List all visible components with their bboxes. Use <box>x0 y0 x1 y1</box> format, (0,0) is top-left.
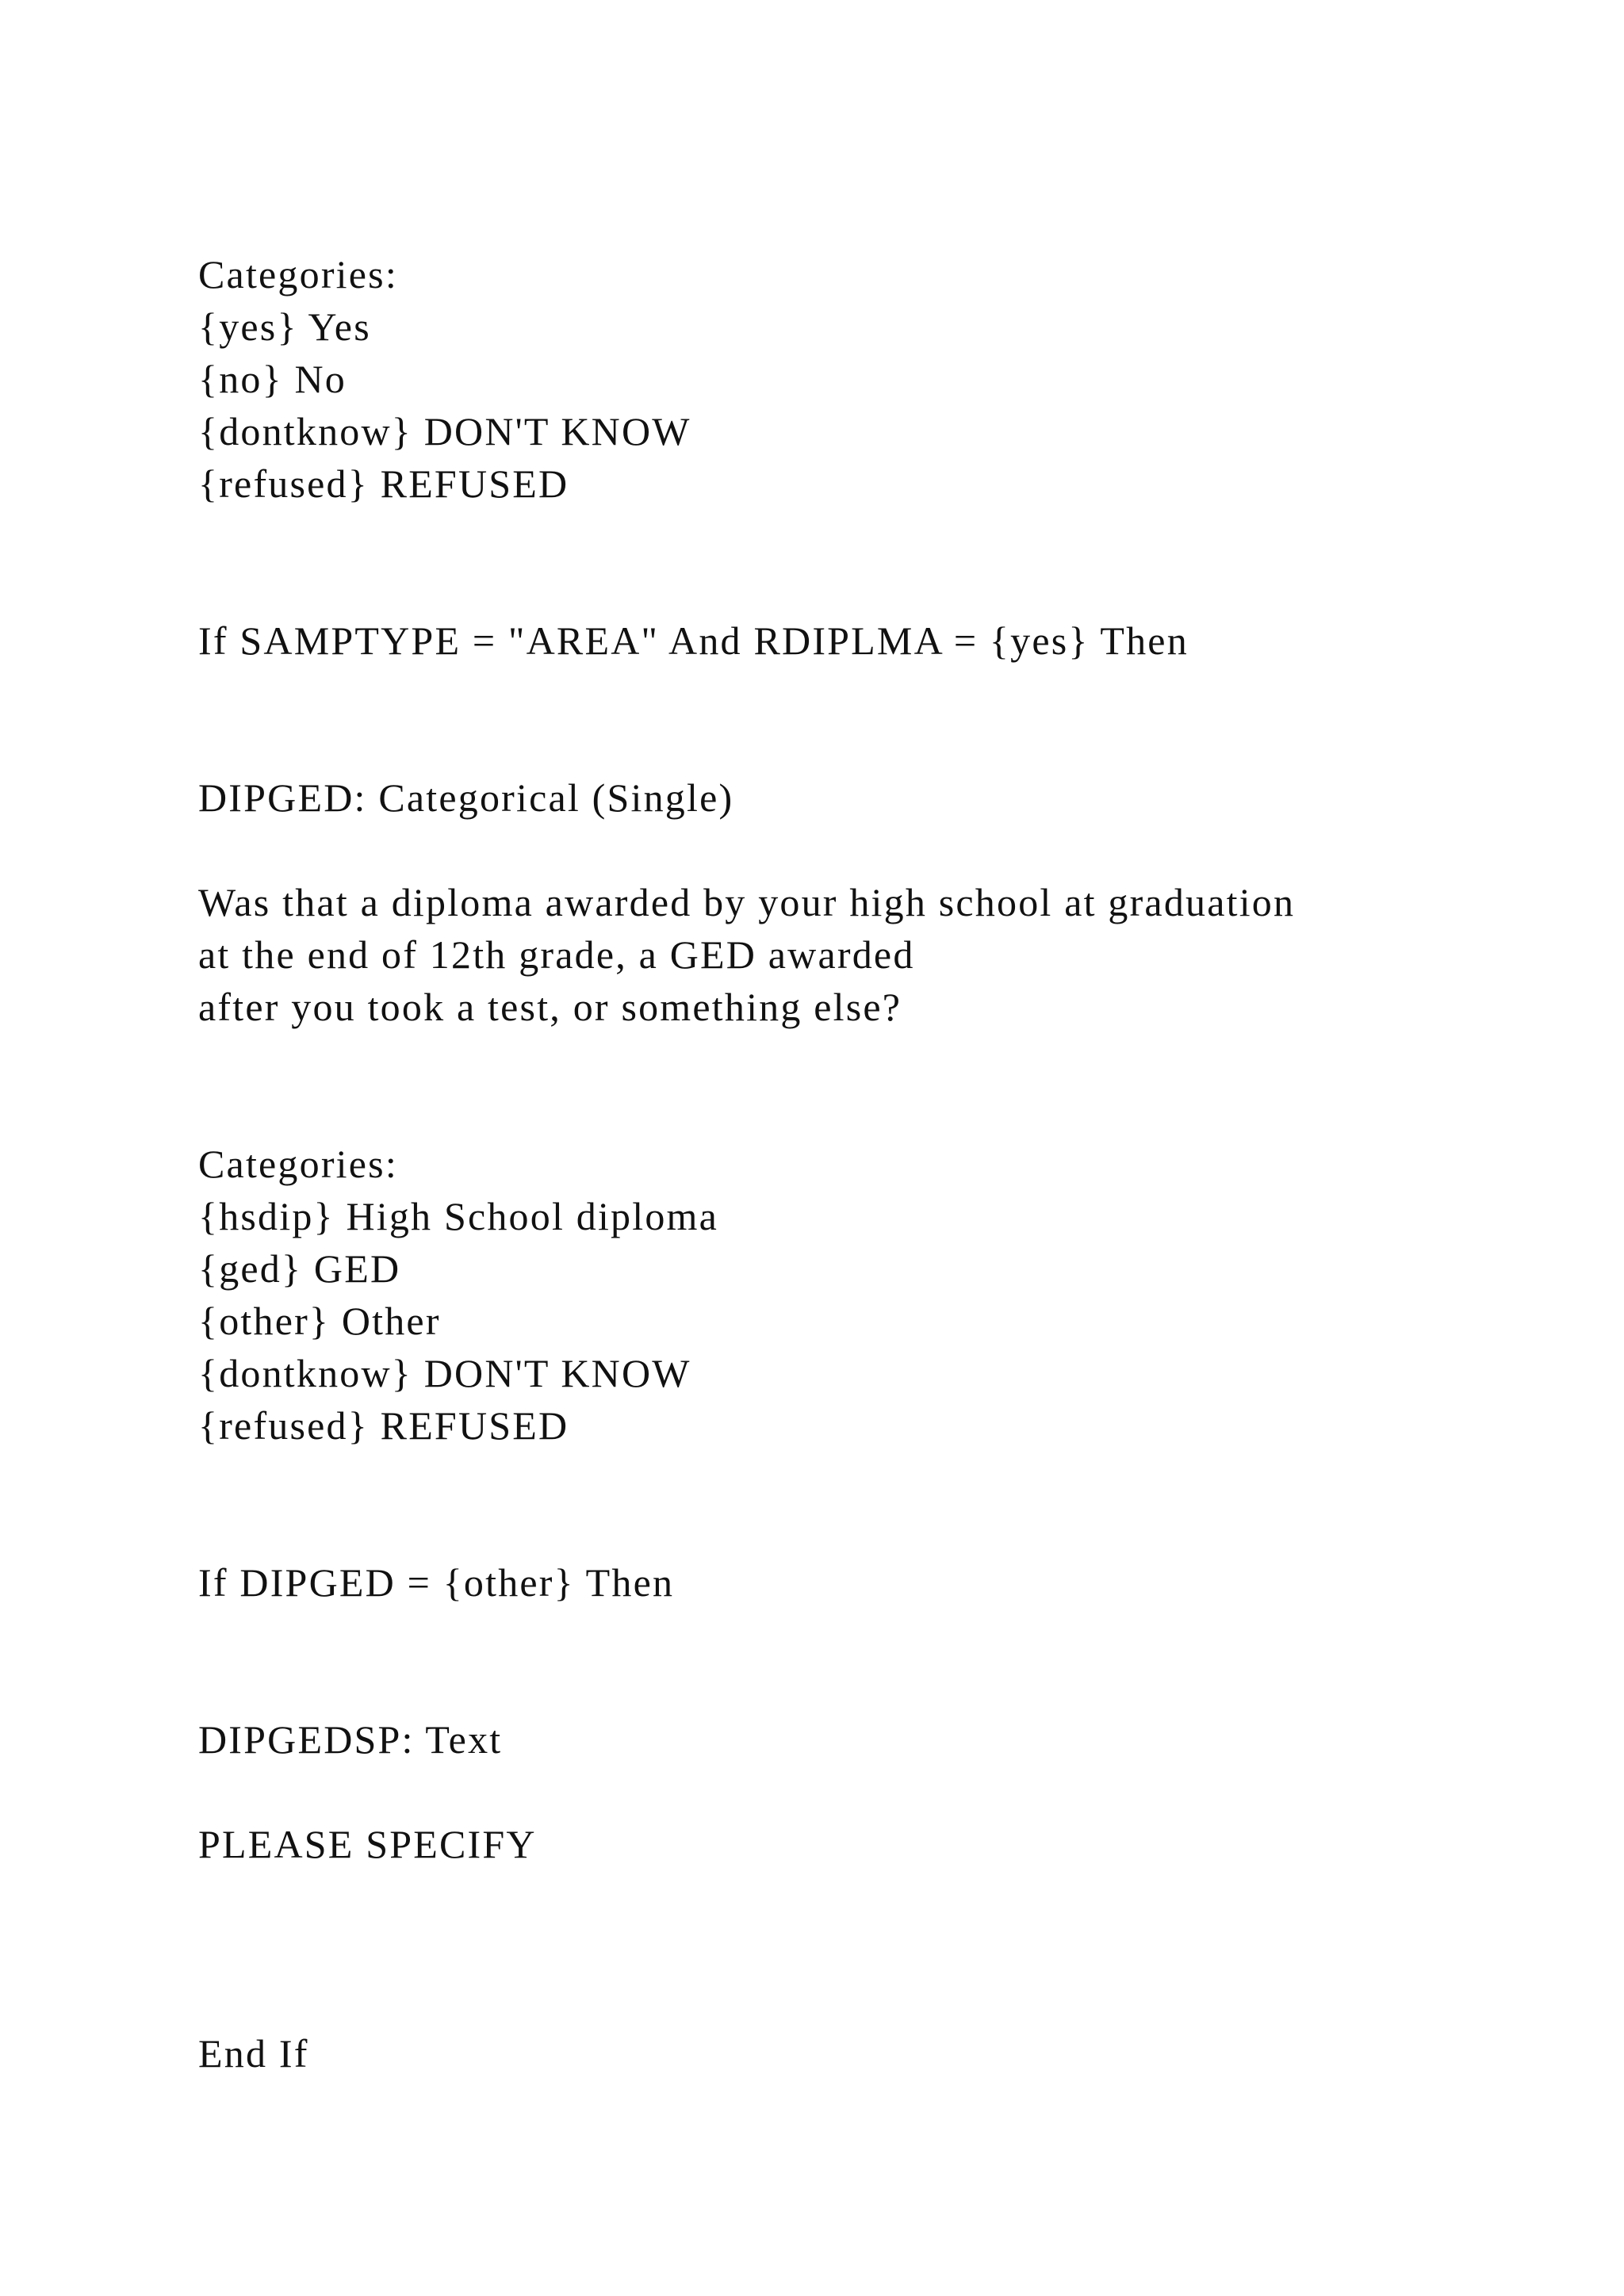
categories-heading-2: Categories: <box>198 1142 398 1186</box>
category-option-no: {no} No <box>198 357 347 401</box>
category-option-other: {other} Other <box>198 1299 441 1343</box>
category-option-ged: {ged} GED <box>198 1246 401 1291</box>
category-option-refused: {refused} REFUSED <box>198 1403 569 1448</box>
end-if: End If <box>198 2031 309 2076</box>
category-option-hsdip: {hsdip} High School diploma <box>198 1194 719 1238</box>
question-name-dipged: DIPGED: Categorical (Single) <box>198 775 734 820</box>
question-name-dipgedsp: DIPGEDSP: Text <box>198 1717 503 1762</box>
condition-samptype: If SAMPTYPE = "AREA" And RDIPLMA = {yes} Then <box>198 618 1189 663</box>
question-text-line: Was that a diploma awarded by your high school at graduation <box>198 880 1296 924</box>
category-option-yes: {yes} Yes <box>198 304 371 349</box>
categories-heading-1: Categories: <box>198 252 398 297</box>
question-text-line: at the end of 12th grade, a GED awarded <box>198 932 915 977</box>
specify-prompt: PLEASE SPECIFY <box>198 1822 537 1866</box>
condition-dipged-other: If DIPGED = {other} Then <box>198 1560 675 1605</box>
category-option-refused: {refused} REFUSED <box>198 461 569 506</box>
question-text-line: after you took a test, or something else? <box>198 985 902 1029</box>
category-option-dontknow: {dontknow} DON'T KNOW <box>198 1351 691 1395</box>
category-option-dontknow: {dontknow} DON'T KNOW <box>198 409 691 453</box>
